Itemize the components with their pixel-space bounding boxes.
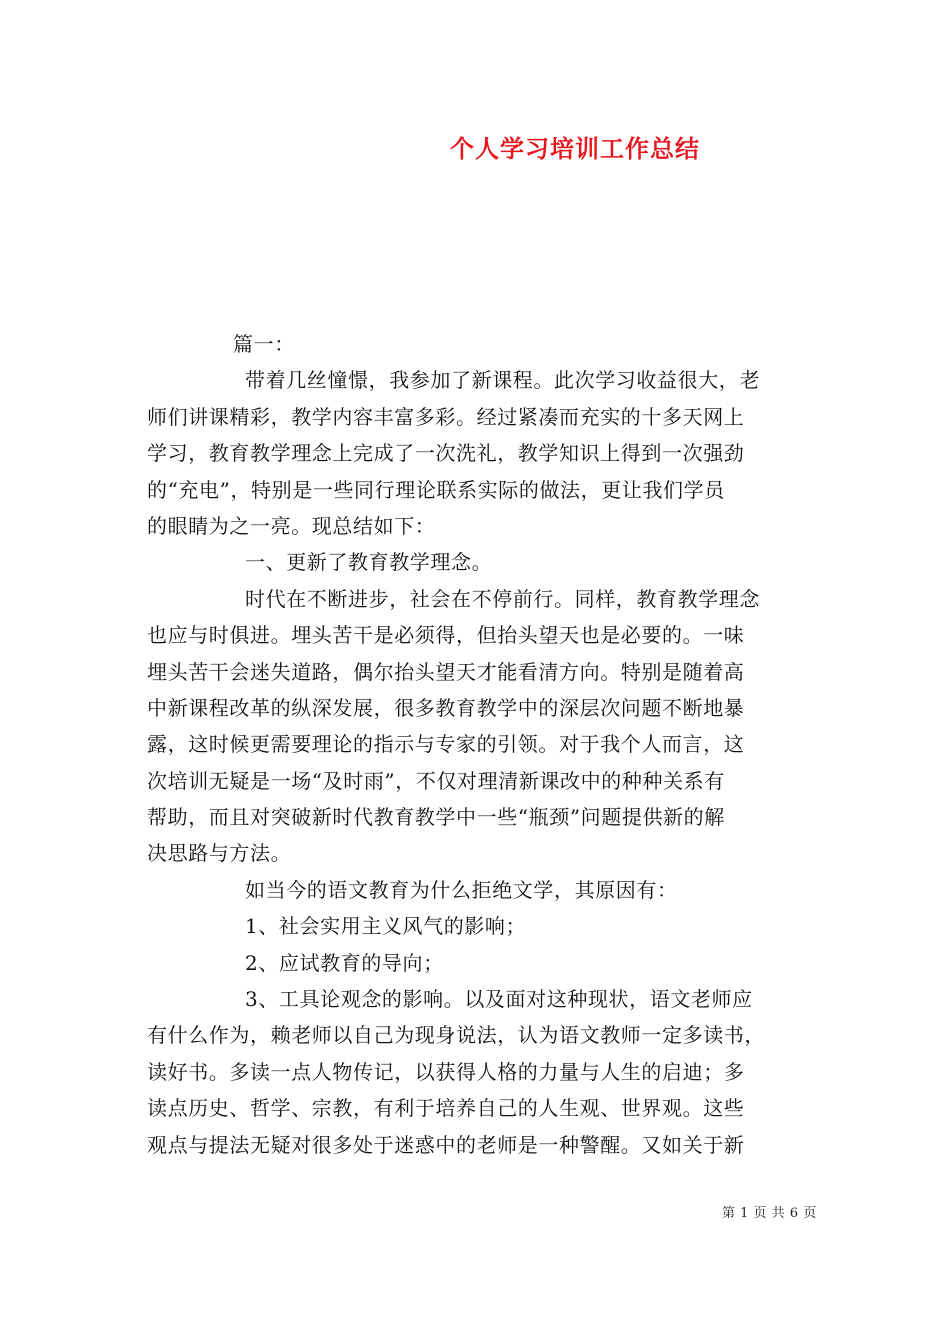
paragraph-line: 也应与时俱进。埋头苦干是必须得，但抬头望天也是必要的。一味 (147, 623, 745, 648)
paragraph-line: 的“充电”，特别是一些同行理论联系实际的做法，更让我们学员 (147, 477, 725, 502)
paragraph-line: 次培训无疑是一场“及时雨”，不仅对理清新课改中的种种关系有 (147, 768, 725, 793)
paragraph-line: 如当今的语文教育为什么拒绝文学，其原因有： (245, 877, 678, 902)
page-number-footer: 第 1 页 共 6 页 (722, 1206, 817, 1221)
paragraph-line: 中新课程改革的纵深发展，很多教育教学中的深层次问题不断地暴 (147, 695, 745, 720)
paragraph-line: 带着几丝憧憬，我参加了新课程。此次学习收益很大，老 (245, 368, 760, 393)
document-title: 个人学习培训工作总结 (450, 135, 700, 163)
section-heading: 篇一： (233, 332, 295, 356)
paragraph-line: 观点与提法无疑对很多处于迷惑中的老师是一种警醒。又如关于新 (147, 1132, 745, 1157)
paragraph-line: 的眼睛为之一亮。现总结如下： (147, 513, 436, 538)
paragraph-line: 学习，教育教学理念上完成了一次洗礼，教学知识上得到一次强劲 (147, 441, 745, 466)
paragraph-line: 决思路与方法。 (147, 841, 292, 866)
paragraph-line: 师们讲课精彩，教学内容丰富多彩。经过紧凑而充实的十多天网上 (147, 404, 745, 429)
paragraph-line: 读点历史、哲学、宗教，有利于培养自己的人生观、世界观。这些 (147, 1096, 745, 1121)
subsection-heading: 一、更新了教育教学理念。 (245, 550, 493, 575)
paragraph-line: 埋头苦干会迷失道路，偶尔抬头望天才能看清方向。特别是随着高 (147, 659, 745, 684)
paragraph-line: 露，这时候更需要理论的指示与专家的引领。对于我个人而言，这 (147, 732, 745, 757)
paragraph-line: 时代在不断进步，社会在不停前行。同样，教育教学理念 (245, 586, 760, 611)
paragraph-line: 有什么作为，赖老师以自己为现身说法，认为语文教师一定多读书， (147, 1023, 765, 1048)
paragraph-line: 帮助，而且对突破新时代教育教学中一些“瓶颈”问题提供新的解 (147, 805, 725, 830)
paragraph-line: 读好书。多读一点人物传记，以获得人格的力量与人生的启迪；多 (147, 1059, 745, 1084)
list-item: 2、应试教育的导向； (245, 950, 444, 975)
list-item: 3、工具论观念的影响。以及面对这种现状，语文老师应 (245, 987, 753, 1012)
document-body (147, 326, 807, 1163)
list-item: 1、社会实用主义风气的影响； (245, 914, 527, 939)
